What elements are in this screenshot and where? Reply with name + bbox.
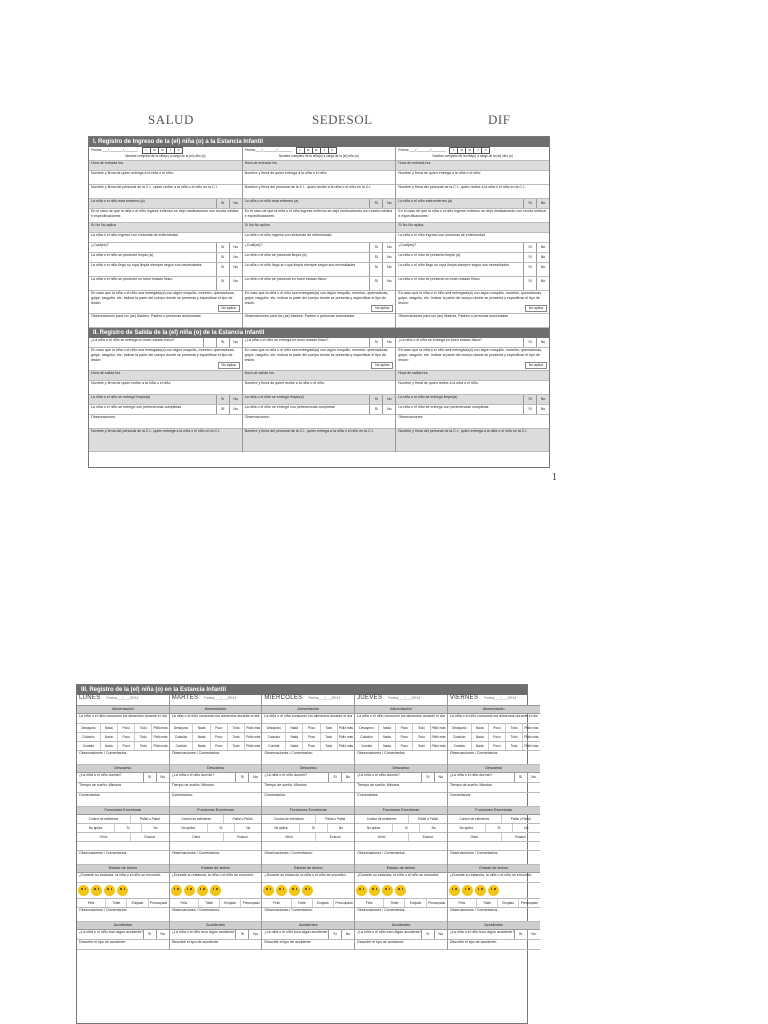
meal-row[interactable]: Colación Nada Poco Todo Pidió más (355, 733, 447, 742)
form-row[interactable]: La niña o el niño se presentó en buen estado físico Sí No (243, 277, 396, 291)
meal-row[interactable]: Comida Nada Poco Todo Pidió más (262, 742, 354, 751)
form-row[interactable]: Nombre y firma del personal de la C.I., quien entrega a la niña o el niño en la C.I. (89, 429, 242, 452)
mood-faces[interactable] (355, 883, 447, 899)
form-row[interactable]: Observaciones para los (as) Madres, Padres o personas autorizadas (396, 314, 549, 328)
date-label: Fecha:___/_______/_______ (91, 148, 138, 152)
excretion-row[interactable]: Control de esfínteres Pañal o Pañal (77, 815, 169, 824)
form-row[interactable]: ¿La niña o el niño tuvo algún accidente? Sí No (262, 930, 354, 940)
block-title: Estado de ánimo (170, 865, 262, 873)
day-box[interactable]: M (158, 147, 167, 154)
weekday-boxes[interactable] (143, 147, 183, 154)
day-box[interactable]: V (174, 147, 183, 154)
mood-row: Feliz Triste Enojado Preocupado (448, 899, 540, 908)
block-title: Estado de ánimo (77, 865, 169, 873)
date-row (396, 147, 549, 161)
excretion-row[interactable]: Orinó Evacuó (355, 833, 447, 842)
form-row[interactable]: ¿Cuál(es)? Sí No (89, 243, 242, 253)
worried-face-icon[interactable] (488, 885, 499, 896)
form-row[interactable]: Comentarios: (262, 793, 354, 807)
angry-face-icon[interactable] (197, 885, 208, 896)
form-row[interactable]: La niña o el niño se entregó con pertenencias completas Sí No (396, 405, 549, 415)
form-row[interactable]: ¿La niña o el niño durmió? Sí No (77, 773, 169, 783)
form-row[interactable]: Nombre y firma del personal de la C.I., quien recibe a la niña o el niño en la C.I. (243, 185, 396, 199)
block-title: Funciones Excretoras (355, 807, 447, 815)
day-box[interactable]: M (465, 147, 474, 154)
form-row[interactable]: Hora de salida hrs. (396, 371, 549, 381)
day-header: JUEVES Fecha___/___/2014 (355, 695, 447, 706)
form-row[interactable]: La niña o el niño se presentó limpio (a) Sí No (396, 253, 549, 263)
block-title: Accidentes (355, 922, 447, 930)
form-row[interactable]: ¿Cuál(es)? Sí No (396, 243, 549, 253)
block-title: Accidentes (170, 922, 262, 930)
date-label: Fecha:___/_______/_______ (244, 148, 292, 152)
day-box[interactable]: J (166, 147, 175, 154)
form-row[interactable]: En caso que la niña o el niño sea entregado(a) con algún moquillo, moretón, quemaduras, golpe, rasguño, etc. Indicar la parte del cuerpo donde se presenta y especificar el tipo de lesión: No aplica (396, 291, 549, 314)
meal-row[interactable]: Desayuno Nada Poco Todo Pidió más (448, 724, 540, 733)
day-box[interactable]: M (304, 147, 313, 154)
form-row[interactable]: Observaciones / Comentarios: (170, 908, 262, 922)
form-row[interactable]: Observaciones / Comentarios: (448, 751, 540, 765)
form-row[interactable]: ¿La niña o el niño se entrega en buen estado físico? Sí No (243, 338, 396, 348)
excretion-row[interactable]: No aplica Sí No (448, 824, 540, 833)
form-row[interactable]: Tiempo de sueño: Minutos (448, 783, 540, 793)
block-title: Funciones Excretoras (262, 807, 354, 815)
form-row[interactable]: La niña o el niño se entregó limpio(a) Sí No (396, 395, 549, 405)
form-row[interactable]: Nombre y firma del personal de la C.I., quien entrega a la niña o el niño en la C.I. (243, 429, 396, 452)
day-box[interactable]: M (312, 147, 321, 154)
form-row[interactable]: La niña o el niño llegó su ropa limpia siempre según sus necesidades Sí No (89, 263, 242, 277)
form-row[interactable]: La niña o el niño ingresó con síntomas de enfermedad (89, 233, 242, 243)
form-row[interactable]: Tiempo de sueño: Minutos (170, 783, 262, 793)
form-row: La niña o el niño consumió los alimentos durante el día (448, 714, 540, 724)
exit-column (395, 338, 549, 452)
form-row[interactable]: La niña o el niño se entregó limpio(a) Sí No (243, 395, 396, 405)
no-aplica-box[interactable]: No aplica (371, 362, 393, 369)
form-row: La niña o el niño consumió los alimentos durante el día (355, 714, 447, 724)
exit-columns (89, 338, 549, 452)
form-row[interactable]: La niña o el niño llegó su ropa limpia siempre según sus necesidades Sí No (243, 263, 396, 277)
happy-face-icon[interactable] (449, 885, 460, 896)
mood-faces[interactable] (77, 883, 169, 899)
form-row[interactable]: Nombre y firma de quien recibe a la niña o el niño: (89, 381, 242, 395)
no-aplica-box[interactable]: No aplica (371, 305, 393, 312)
form-row[interactable]: ¿La niña o el niño se entrega en buen estado físico? Sí No (396, 338, 549, 348)
worried-face-icon[interactable] (117, 885, 128, 896)
mood-row: Feliz Triste Enojado Preocupado (355, 899, 447, 908)
day-box[interactable]: M (150, 147, 159, 154)
sad-face-icon[interactable] (91, 885, 102, 896)
happy-face-icon[interactable] (78, 885, 89, 896)
exit-column (242, 338, 396, 452)
form-row[interactable]: La niña o el niño se presentó limpio (a) Sí No (243, 253, 396, 263)
excretion-row[interactable]: Orinó Evacuó (448, 833, 540, 842)
form-row[interactable]: Comentarios: (355, 793, 447, 807)
form-row: La niña o el niño consumió los alimentos durante el día (170, 714, 262, 724)
form-row[interactable]: Observaciones / Comentarios: (262, 908, 354, 922)
form-row[interactable]: Observaciones / Comentarios: (77, 751, 169, 765)
excretion-row[interactable]: No aplica Sí No (170, 824, 262, 833)
name-caption: Nombre completo de la niña(o) a cargo de la (el) niño (o) (432, 154, 513, 158)
meal-row[interactable]: Desayuno Nada Poco Todo Pidió más (355, 724, 447, 733)
form-row[interactable]: Describir el tipo de accidente: (77, 940, 169, 950)
form-row[interactable]: La niña o el niño está enfermo (a) Sí No (243, 199, 396, 209)
form-row: ¿Durante su estancia, la niña o el niño se encontró: (355, 873, 447, 883)
no-aplica-box[interactable]: No aplica (525, 362, 547, 369)
date-row (243, 147, 396, 161)
block-title: Funciones Excretoras (170, 807, 262, 815)
form-row[interactable]: ¿La niña o el niño durmió? Sí No (170, 773, 262, 783)
mood-row: Feliz Triste Enojado Preocupado (77, 899, 169, 908)
entry-columns (89, 147, 549, 328)
form-row[interactable]: Observaciones: (89, 415, 242, 429)
date-label: Fecha:___/_______/_______ (398, 148, 446, 152)
form-row[interactable]: Nombre y firma de quien recibe a la niña o el niño: (396, 381, 549, 395)
form-row[interactable]: Tiempo de sueño: Minutos (77, 783, 169, 793)
form-row[interactable]: Observaciones / Comentarios: (170, 751, 262, 765)
form-row[interactable]: Describir el tipo de accidente: (355, 940, 447, 950)
entry-column (89, 147, 242, 328)
form-row[interactable]: La niña o el niño se entregó limpio(a) Sí No (89, 395, 242, 405)
dif-logo: DIF (488, 112, 511, 127)
sad-face-icon[interactable] (276, 885, 287, 896)
block-title: Funciones Excretoras (77, 807, 169, 815)
block-title: Estado de ánimo (262, 865, 354, 873)
form-row[interactable]: ¿La niña o el niño tuvo algún accidente? Sí No (355, 930, 447, 940)
no-aplica-box[interactable]: No aplica (218, 362, 240, 369)
excretion-row[interactable]: Control de esfínteres Pañal o Pañal (262, 815, 354, 824)
day-box[interactable]: L (142, 147, 151, 154)
form-row[interactable]: Describir el tipo de accidente: (262, 940, 354, 950)
mood-faces[interactable] (448, 883, 540, 899)
form-row[interactable]: Nombre y firma de quien entrega a la niña o el niño: (243, 171, 396, 185)
excretion-row[interactable]: No aplica Sí No (262, 824, 354, 833)
form-row[interactable]: Nombre y firma de quien entrega a la niña o el niño: (396, 171, 549, 185)
form-row[interactable]: Observaciones / Comentarios: (355, 851, 447, 865)
form-row[interactable]: La niña o el niño ingresó con síntomas de enfermedad (396, 233, 549, 243)
form-row[interactable]: Observaciones / Comentarios: (448, 908, 540, 922)
form-row[interactable]: Observaciones para los (as) Madres, Padres o personas autorizadas (89, 314, 242, 328)
block-title: Accidentes (77, 922, 169, 930)
exit-column (89, 338, 242, 452)
block-title: Funciones Excretoras (448, 807, 540, 815)
form-row[interactable]: En caso que la niña o el niño sea entregado(a) con algún moquillo, moretón, quemaduras, golpe, rasguño, etc. Indicar la parte del cuerpo donde se presenta y especificar el tipo de lesión: No aplica (396, 348, 549, 371)
blank-row[interactable] (170, 842, 262, 851)
form-row[interactable]: Describir el tipo de accidente: (448, 940, 540, 950)
name-caption: Nombre completo de la niña(o) a cargo de la (el) niño (o) (278, 154, 360, 158)
form-row[interactable]: Observaciones / Comentarios: (355, 908, 447, 922)
meal-row[interactable]: Desayuno Nada Poco Todo Pidió más (262, 724, 354, 733)
form-row[interactable]: ¿La niña o el niño durmió? Sí No (448, 773, 540, 783)
form-row[interactable]: Nombre y firma de quien recibe a la niña o el niño: (243, 381, 396, 395)
form-row[interactable]: Observaciones / Comentarios: (355, 751, 447, 765)
form-row[interactable]: En caso que la niña o el niño sea entregado(a) con algún moquillo, moretón, quemaduras, golpe, rasguño, etc. Indicar la parte del cuerpo donde se presenta y especificar el tipo de lesión: No aplica (89, 348, 242, 371)
excretion-row[interactable]: No aplica Sí No (77, 824, 169, 833)
form-row[interactable]: Sí No No aplica (243, 223, 396, 233)
form-row[interactable]: La niña o el niño ingresó con síntomas de enfermedad (243, 233, 396, 243)
day-header: MIÉRCOLES Fecha___/___/2014 (262, 695, 354, 706)
meal-row[interactable]: Colación Nada Poco Todo Pidió más (77, 733, 169, 742)
day-box[interactable]: L (449, 147, 458, 154)
block-title: Descanso (262, 765, 354, 773)
form-row[interactable]: Tiempo de sueño: Minutos (355, 783, 447, 793)
worried-face-icon[interactable] (302, 885, 313, 896)
weekday-boxes[interactable] (297, 147, 337, 154)
form-row[interactable]: Observaciones: (243, 415, 396, 429)
form-row[interactable]: La niña o el niño se entregó con pertenencias completas Sí No (89, 405, 242, 415)
form-row[interactable]: Hora de salida hrs. (89, 371, 242, 381)
form-row[interactable]: Observaciones / Comentarios: (77, 908, 169, 922)
form-row[interactable]: La niña o el niño está enfermo (a) Sí No (89, 199, 242, 209)
form-row[interactable]: ¿La niña o el niño durmió? Sí No (262, 773, 354, 783)
excretion-row[interactable]: Orinó Evacuó (262, 833, 354, 842)
form-row[interactable]: Observaciones / Comentarios: (448, 851, 540, 865)
block-title: Accidentes (262, 922, 354, 930)
angry-face-icon[interactable] (289, 885, 300, 896)
happy-face-icon[interactable] (263, 885, 274, 896)
block-title: Descanso (77, 765, 169, 773)
page-number: 1 (552, 472, 557, 483)
blank-row[interactable] (262, 842, 354, 851)
form-row[interactable]: En el caso de que la niña o el niño ingrese enfermo se dejó medicamento con receta médica e especificaciones (396, 209, 549, 223)
day-box[interactable]: V (481, 147, 490, 154)
block-title: Alimentación (355, 706, 447, 714)
excretion-row[interactable]: Control de esfínteres Pañal o Pañal (355, 815, 447, 824)
block-title: Alimentación (448, 706, 540, 714)
excretion-row[interactable]: Control de esfínteres Pañal o Pañal (170, 815, 262, 824)
form-row[interactable]: La niña o el niño se entregó con pertenencias completas Sí No (243, 405, 396, 415)
form-row[interactable]: La niña o el niño se presentó en buen estado físico Sí No (396, 277, 549, 291)
form-row: ¿Durante su estancia, la niña o el niño se encontró: (170, 873, 262, 883)
excretion-row[interactable]: Orinó Evacuó (77, 833, 169, 842)
sedesol-logo: SEDESOL (312, 112, 373, 127)
form-row[interactable]: La niña o el niño está enfermo (a) Sí No (396, 199, 549, 209)
form-row[interactable]: Sí No No aplica (89, 223, 242, 233)
angry-face-icon[interactable] (475, 885, 486, 896)
meal-row[interactable]: Comida Nada Poco Todo Pidió más (355, 742, 447, 751)
entry-section-title: I. Registro de Ingreso de la (el) niña (o) a la Estancia Infantil (89, 137, 549, 147)
sad-face-icon[interactable] (462, 885, 473, 896)
day-header: MARTES Fecha___/___/2014 (170, 695, 262, 706)
daily-section-title: III. Registro de la (el) niña (o) en la Estancia Infantil (77, 685, 527, 695)
form-row[interactable]: Hora de entrada hrs. (396, 161, 549, 171)
block-title: Estado de ánimo (355, 865, 447, 873)
meal-row[interactable]: Desayuno Nada Poco Todo Pidió más (170, 724, 262, 733)
form-row[interactable]: La niña o el niño llegó su ropa limpia siempre según sus necesidades Sí No (396, 263, 549, 277)
form-row[interactable]: En el caso de que la niña o el niño ingrese enfermo se dejó medicamento con receta médica e especificaciones (89, 209, 242, 223)
day-column (77, 695, 169, 950)
day-box[interactable]: J (320, 147, 329, 154)
day-column (354, 695, 447, 950)
form-row[interactable]: Comentarios: (448, 793, 540, 807)
mood-faces[interactable] (262, 883, 354, 899)
form-row[interactable]: En caso que la niña o el niño sea entregado(a) con algún moquillo, moretón, quemaduras, golpe, rasguño, etc. Indicar la parte del cuerpo donde se presenta y especificar el tipo de lesión: No aplica (243, 291, 396, 314)
day-box[interactable]: V (328, 147, 337, 154)
form-row[interactable]: Hora de entrada hrs. (243, 161, 396, 171)
salud-logo: SALUD (148, 112, 194, 127)
form-row: ¿Durante su estancia, la niña o el niño se encontró: (77, 873, 169, 883)
form-row[interactable]: En caso que la niña o el niño sea entregado(a) con algún moquillo, moretón, quemaduras, golpe, rasguño, etc. Indicar la parte del cuerpo donde se presenta y especificar el tipo de lesión: No aplica (243, 348, 396, 371)
logo-bar (80, 112, 550, 134)
happy-face-icon[interactable] (356, 885, 367, 896)
day-header: VIERNES Fecha___/___/2014 (448, 695, 540, 706)
name-caption: Nombre completo de la niña(o) a cargo de la (el) niño (o) (125, 154, 206, 158)
blank-row[interactable] (448, 842, 540, 851)
form-row[interactable]: Observaciones: (396, 415, 549, 429)
blank-row[interactable] (355, 842, 447, 851)
form-row[interactable]: ¿Cuál(es)? Sí No (243, 243, 396, 253)
meal-row[interactable]: Comida Nada Poco Todo Pidió más (448, 742, 540, 751)
form-row: La niña o el niño consumió los alimentos durante el día (77, 714, 169, 724)
form-row[interactable]: Hora de entrada hrs. (89, 161, 242, 171)
block-title: Alimentación (262, 706, 354, 714)
block-title: Alimentación (170, 706, 262, 714)
block-title: Descanso (448, 765, 540, 773)
excretion-row[interactable]: No aplica Sí No (355, 824, 447, 833)
angry-face-icon[interactable] (104, 885, 115, 896)
day-column (447, 695, 540, 950)
weekday-boxes[interactable] (450, 147, 490, 154)
excretion-row[interactable]: Orinó Evacuó (170, 833, 262, 842)
form-row[interactable]: Comentarios: (170, 793, 262, 807)
form-row[interactable]: ¿La niña o el niño tuvo algún accidente? Sí No (77, 930, 169, 940)
form-row[interactable]: La niña o el niño se presentó en buen estado físico Sí No (89, 277, 242, 291)
block-title: Alimentación (77, 706, 169, 714)
form-row: La niña o el niño consumió los alimentos durante el día (262, 714, 354, 724)
form-row[interactable]: En el caso de que la niña o el niño ingrese enfermo se dejó medicamento con receta médica e especificaciones (243, 209, 396, 223)
form-row[interactable]: ¿La niña o el niño tuvo algún accidente? Sí No (448, 930, 540, 940)
day-box[interactable]: M (457, 147, 466, 154)
form-row[interactable]: Describir el tipo de accidente: (170, 940, 262, 950)
sad-face-icon[interactable] (369, 885, 380, 896)
mood-faces[interactable] (170, 883, 262, 899)
form-row[interactable]: Observaciones / Comentarios: (262, 751, 354, 765)
mood-row: Feliz Triste Enojado Preocupado (262, 899, 354, 908)
form-row: ¿Durante su estancia, la niña o el niño se encontró: (448, 873, 540, 883)
angry-face-icon[interactable] (382, 885, 393, 896)
block-title: Estado de ánimo (448, 865, 540, 873)
daily-record-sheet (76, 684, 539, 1024)
form-row[interactable]: En caso que la niña o el niño sea entregado(a) con algún moquillo, moretón, quemaduras, golpe, rasguño, etc. Indicar la parte del cuerpo donde se presenta y especificar el tipo de lesión: No aplica (89, 291, 242, 314)
block-title: Descanso (355, 765, 447, 773)
entry-column (395, 147, 549, 328)
day-column (169, 695, 262, 950)
form-row[interactable]: Comentarios: (77, 793, 169, 807)
meal-row[interactable]: Desayuno Nada Poco Todo Pidió más (77, 724, 169, 733)
day-columns (77, 695, 539, 950)
mood-row: Feliz Triste Enojado Preocupado (170, 899, 262, 908)
form-row[interactable]: La niña o el niño se presentó limpio (a) Sí No (89, 253, 242, 263)
meal-row[interactable]: Colación Nada Poco Todo Pidió más (262, 733, 354, 742)
block-title: Accidentes (448, 922, 540, 930)
meal-row[interactable]: Comida Nada Poco Todo Pidió más (170, 742, 262, 751)
form-row[interactable]: Sí No No aplica (396, 223, 549, 233)
meal-row[interactable]: Colación Nada Poco Todo Pidió más (170, 733, 262, 742)
day-box[interactable]: L (296, 147, 305, 154)
entry-column (242, 147, 396, 328)
form-row[interactable]: Nombre y firma del personal de la C.I., quien recibe a la niña o el niño en la C.I. (89, 185, 242, 199)
excretion-row[interactable]: Control de esfínteres Pañal o Pañal (448, 815, 540, 824)
form-row: ¿Durante su estancia, la niña o el niño se encontró: (262, 873, 354, 883)
date-row (89, 147, 242, 161)
no-aplica-box[interactable]: No aplica (218, 305, 240, 312)
meal-row[interactable]: Comida Nada Poco Todo Pidió más (77, 742, 169, 751)
blank-row[interactable] (77, 842, 169, 851)
day-column (261, 695, 354, 950)
sad-face-icon[interactable] (184, 885, 195, 896)
no-aplica-box[interactable]: No aplica (525, 305, 547, 312)
form-row[interactable]: Observaciones para los (as) Madres, Padres o personas autorizadas (243, 314, 396, 328)
form-row[interactable]: ¿La niña o el niño se entrega en buen estado físico? Sí No (89, 338, 242, 348)
form-row[interactable]: Tiempo de sueño: Minutos (262, 783, 354, 793)
form-row[interactable]: Nombre y firma del personal de la C.I., quien entrega a la niña o el niño en la C.I. (396, 429, 549, 452)
form-row[interactable]: Nombre y firma del personal de la C.I., quien recibe a la niña o el niño en la C.I. (396, 185, 549, 199)
block-title: Descanso (170, 765, 262, 773)
day-box[interactable]: J (473, 147, 482, 154)
day-header: LUNES Fecha___/___/2014 (77, 695, 169, 706)
form-row[interactable]: Nombre y firma de quien entrega a la niña o el niño: (89, 171, 242, 185)
form-row[interactable]: ¿La niña o el niño tuvo algún accidente? Sí No (170, 930, 262, 940)
form-row[interactable]: Observaciones / Comentarios: (262, 851, 354, 865)
form-row[interactable]: Hora de salida hrs. (243, 371, 396, 381)
exit-section-title: II. Registro de Salida de la (el) niña (o) de la Estancia Infantil (89, 328, 549, 338)
entry-exit-sheet (88, 136, 550, 468)
meal-row[interactable]: Colación Nada Poco Todo Pidió más (448, 733, 540, 742)
worried-face-icon[interactable] (395, 885, 406, 896)
form-row[interactable]: Observaciones / Comentarios: (170, 851, 262, 865)
happy-face-icon[interactable] (171, 885, 182, 896)
worried-face-icon[interactable] (210, 885, 221, 896)
form-row[interactable]: Observaciones / Comentarios: (77, 851, 169, 865)
form-row[interactable]: ¿La niña o el niño durmió? Sí No (355, 773, 447, 783)
